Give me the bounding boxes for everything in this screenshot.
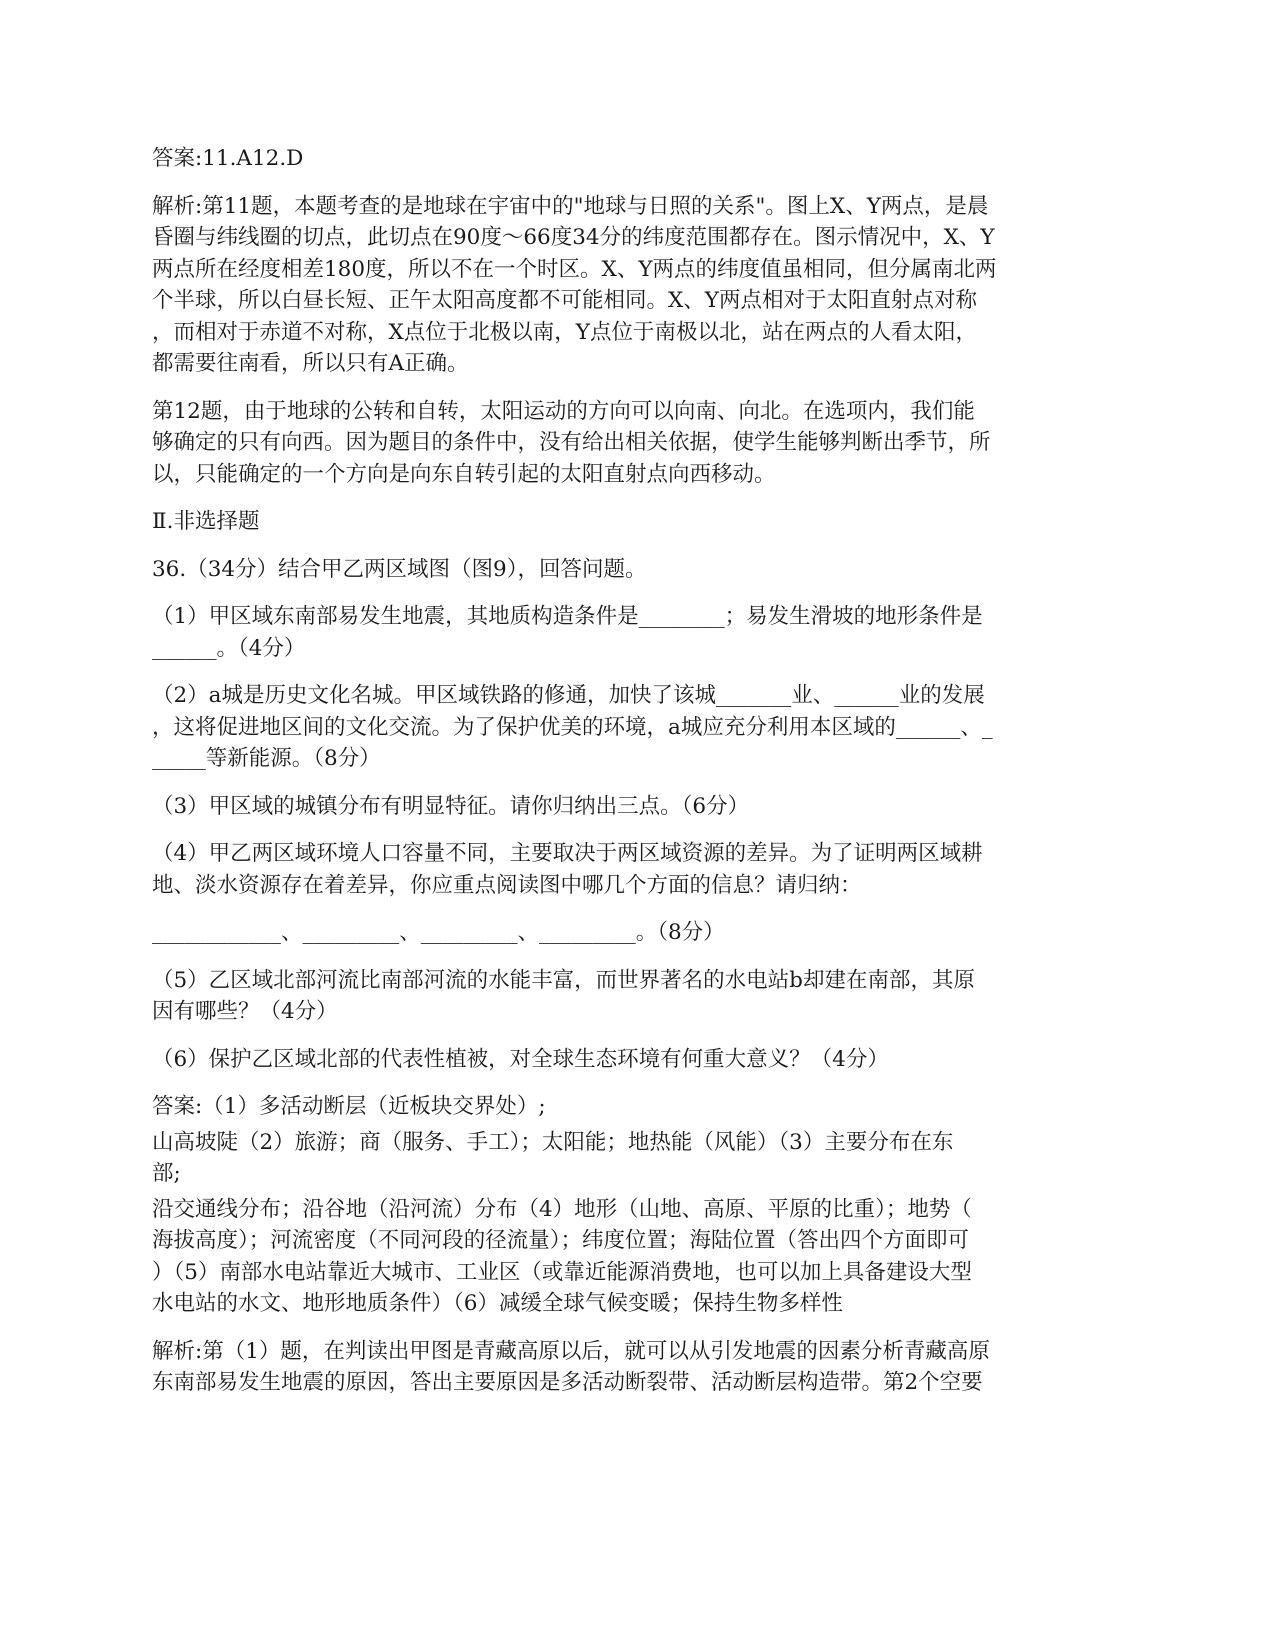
text-line: 两点所在经度相差180度，所以不在一个时区。X、Y两点的纬度值虽相同，但分属南北两: [152, 256, 997, 282]
text-line: 水电站的水文、地形地质条件）（6）减缓全球气候变暖；保持生物多样性: [152, 1291, 843, 1316]
text-line: （1）甲区域东南部易发生地震，其地质构造条件是________；易发生滑坡的地形条件是: [152, 604, 983, 629]
text-line: 山高坡陡（2）旅游；商（服务、手工）；太阳能；地热能（风能）（3）主要分布在东: [152, 1129, 954, 1155]
paragraph-answer-11-12: [152, 143, 1127, 175]
paragraph-analysis-11: [152, 191, 1127, 380]
text-line: 都需要往南看，所以只有A正确。: [152, 351, 469, 376]
text-line: 海拔高度）；河流密度（不同河段的径流量）；纬度位置；海陆位置（答出四个方面即可: [152, 1228, 970, 1253]
paragraph-q36-3: [152, 791, 1127, 823]
text-line: 部;: [152, 1161, 181, 1186]
paragraph-answer-36-b: [152, 1127, 1127, 1190]
document-page: [152, 143, 1127, 1415]
text-line: ______。（4分）: [152, 635, 306, 661]
paragraph-q36-5: [152, 965, 1127, 1028]
text-line: ，这将促进地区间的文化交流。为了保护优美的环境，a城应充分利用本区域的______、_: [152, 714, 993, 740]
text-line: ____________、_________、_________、_________。（8分）: [152, 920, 725, 945]
text-line: 解析:第（1）题，在判读出甲图是青藏高原以后，就可以从引发地震的因素分析青藏高原: [152, 1338, 990, 1364]
paragraph-analysis-12: [152, 396, 1127, 491]
text-line: 以，只能确定的一个方向是向东自转引起的太阳直射点向西移动。: [152, 461, 776, 487]
text-line: （2）a城是历史文化名城。甲区域铁路的修通，加快了该城_______业、______业的发展: [152, 683, 985, 708]
text-line: （4）甲乙两区域环境人口容量不同，主要取决于两区域资源的差异。为了证明两区域耕: [152, 841, 983, 866]
text-line: 够确定的只有向西。因为题目的条件中，没有给出相关依据，使学生能够判断出季节，所: [152, 430, 991, 455]
text-line: 解析:第11题，本题考查的是地球在宇宙中的"地球与日照的关系"。图上X、Y两点，是晨: [152, 193, 989, 219]
text-line: （5）乙区域北部河流比南部河流的水能丰富，而世界著名的水电站b却建在南部，其原: [152, 967, 975, 993]
text-line: ）（5）南部水电站靠近大城市、工业区（或靠近能源消费地，也可以加上具备建设大型: [152, 1259, 972, 1285]
text-line: _____等新能源。（8分）: [152, 746, 381, 771]
text-line: （3）甲区域的城镇分布有明显特征。请你归纳出三点。（6分）: [152, 793, 750, 819]
text-line: 第12题，由于地球的公转和自转，太阳运动的方向可以向南、向北。在选项内，我们能: [152, 398, 975, 424]
paragraph-question-36: [152, 554, 1127, 586]
text-line: 36.（34分）结合甲乙两区域图（图9），回答问题。: [152, 556, 647, 582]
text-line: （6）保护乙区域北部的代表性植被，对全球生态环境有何重大意义？（4分）: [152, 1046, 889, 1072]
paragraph-q36-6: [152, 1044, 1127, 1076]
text-line: ，而相对于赤道不对称，X点位于北极以南，Y点位于南极以北，站在两点的人看太阳，: [152, 319, 978, 345]
paragraph-q36-4: [152, 838, 1127, 901]
text-line: 昏圈与纬线圈的切点，此切点在90度～66度34分的纬度范围都存在。图示情况中，X、Y: [152, 225, 995, 250]
paragraph-q36-1: [152, 601, 1127, 664]
text-line: Ⅱ.非选择题: [152, 509, 260, 534]
paragraph-answer-36-a: [152, 1091, 1127, 1123]
text-line: 地、淡水资源存在着差异，你应重点阅读图中哪几个方面的信息？请归纳：: [152, 872, 862, 898]
text-line: 答案:（1）多活动断层（近板块交界处）;: [152, 1094, 546, 1119]
paragraph-analysis-36: [152, 1336, 1127, 1399]
text-line: 沿交通线分布；沿谷地（沿河流）分布（4）地形（山地、高原、平原的比重）；地势（: [152, 1196, 972, 1222]
text-line: 个半球，所以白昼长短、正午太阳高度都不可能相同。X、Y两点相对于太阳直射点对称: [152, 288, 978, 313]
paragraph-q36-4-blanks: [152, 917, 1127, 949]
paragraph-section-heading: [152, 506, 1127, 538]
text-line: 答案:11.A12.D: [152, 146, 304, 171]
text-line: 东南部易发生地震的原因，答出主要原因是多活动断裂带、活动断层构造带。第2个空要: [152, 1370, 983, 1395]
paragraph-q36-2: [152, 680, 1127, 775]
paragraph-answer-36-c: [152, 1194, 1127, 1320]
text-line: 因有哪些？（4分）: [152, 999, 338, 1024]
